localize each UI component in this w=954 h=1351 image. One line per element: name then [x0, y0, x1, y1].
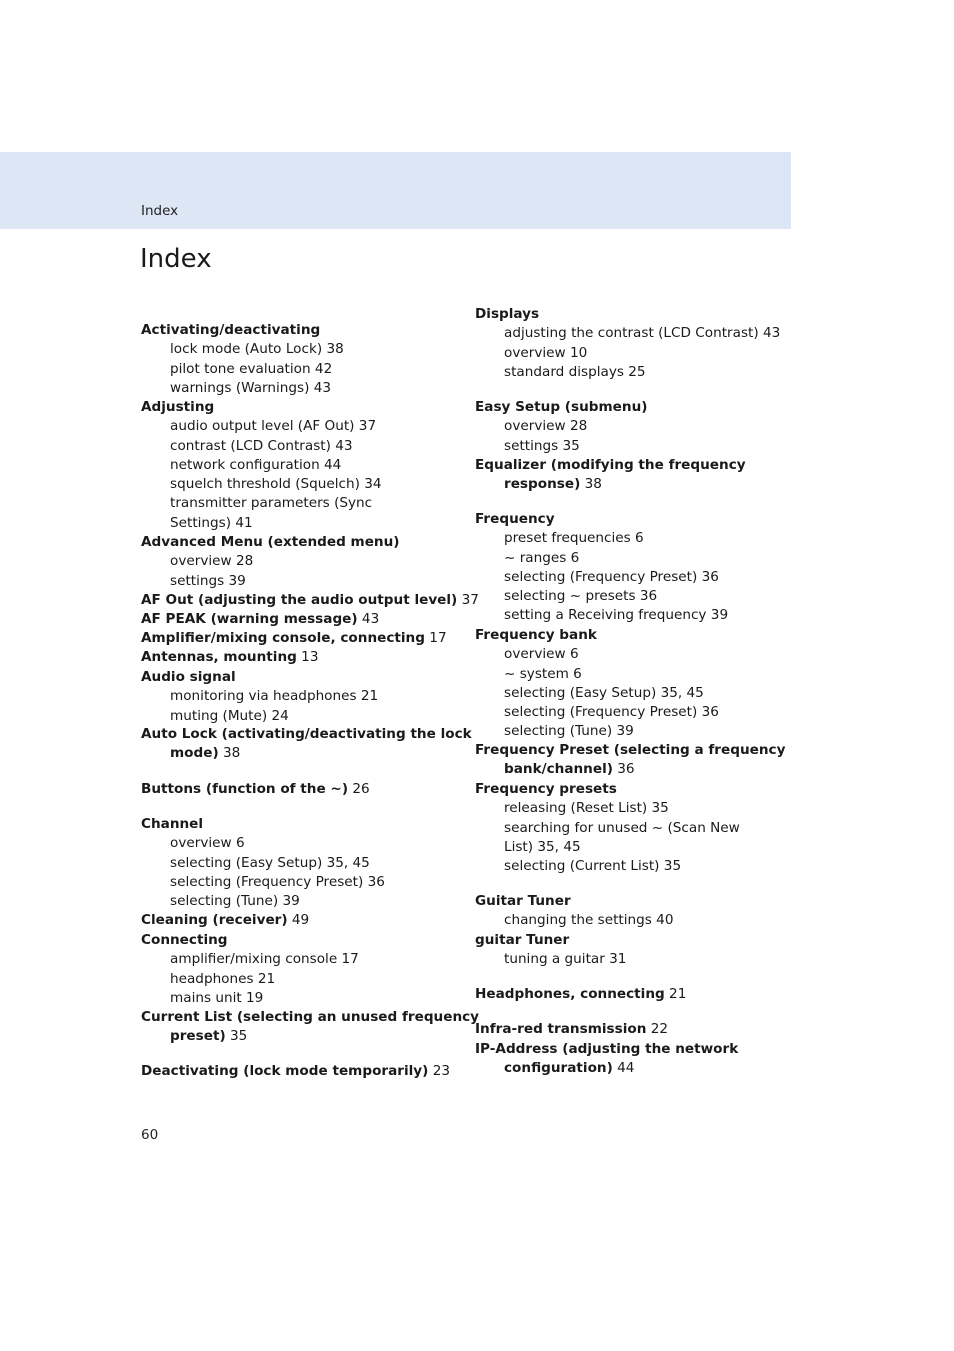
index-subentry: adjusting the contrast (LCD Contrast) 43	[504, 325, 781, 342]
index-term: Buttons (function of the ~)	[141, 781, 349, 797]
index-entry	[141, 911, 309, 930]
index-subentry: headphones 21	[170, 970, 276, 987]
index-entry	[141, 668, 378, 726]
index-term: Equalizer (modifying the frequency	[475, 457, 746, 473]
index-subentry: settings 35	[504, 437, 580, 454]
index-term: AF PEAK (warning message)	[141, 611, 358, 627]
index-subentry: selecting (Easy Setup) 35, 45	[170, 854, 370, 871]
index-subentry: ~ system 6	[504, 665, 582, 682]
index-subentry: overview 28	[170, 553, 254, 570]
index-term: guitar Tuner	[475, 932, 570, 948]
index-page-ref: 22	[646, 1021, 669, 1037]
index-entry	[141, 398, 382, 533]
index-page-ref: 35	[225, 1028, 248, 1045]
index-subentry: ~ ranges 6	[504, 549, 580, 566]
index-entry	[475, 510, 728, 626]
index-term: Displays	[475, 306, 540, 322]
index-entry	[141, 815, 385, 911]
index-term: Connecting	[141, 932, 228, 948]
index-entry	[475, 741, 785, 780]
index-subentry: selecting (Tune) 39	[170, 893, 300, 910]
index-entry	[475, 1040, 738, 1079]
index-term-continued: mode)	[170, 745, 219, 762]
index-subentry: muting (Mute) 24	[170, 707, 289, 724]
index-page-ref: 17	[424, 630, 447, 646]
index-term: Adjusting	[141, 399, 215, 415]
index-subentry: releasing (Reset List) 35	[504, 800, 669, 817]
index-subentry: lock mode (Auto Lock) 38	[170, 341, 344, 358]
index-entry	[141, 533, 400, 591]
index-entry	[475, 780, 740, 876]
index-term: Frequency presets	[475, 781, 617, 797]
index-term-continued: configuration)	[504, 1060, 613, 1077]
index-entry	[475, 985, 686, 1004]
index-entry	[475, 626, 719, 742]
index-page-ref: 21	[664, 986, 687, 1002]
index-subentry: setting a Receiving frequency 39	[504, 607, 729, 624]
index-term: Cleaning (receiver)	[141, 912, 288, 928]
index-term-continued: preset)	[170, 1028, 226, 1045]
index-subentry: warnings (Warnings) 43	[170, 379, 332, 396]
index-page-ref: 44	[612, 1060, 635, 1077]
index-entry	[475, 398, 647, 456]
index-subentry: network configuration 44	[170, 456, 342, 473]
index-subentry: mains unit 19	[170, 989, 264, 1006]
index-entry	[475, 1020, 668, 1039]
index-entry	[141, 1062, 450, 1081]
index-subentry: tuning a guitar 31	[504, 951, 627, 968]
index-entry	[141, 591, 479, 610]
index-term: Advanced Menu (extended menu)	[141, 534, 400, 550]
index-subentry: selecting (Frequency Preset) 36	[504, 704, 719, 721]
index-page-ref: 43	[357, 611, 380, 627]
index-term: Frequency bank	[475, 627, 597, 643]
index-term-continued: bank/channel)	[504, 761, 613, 778]
index-entry	[141, 1008, 479, 1047]
index-term: Deactivating (lock mode temporarily)	[141, 1063, 429, 1079]
index-subentry: searching for unused ~ (Scan New	[504, 819, 740, 836]
index-entry	[141, 629, 447, 648]
index-page-ref: 38	[218, 745, 241, 762]
index-page-ref: 49	[287, 912, 310, 928]
index-subentry: changing the settings 40	[504, 912, 674, 929]
index-subentry: contrast (LCD Contrast) 43	[170, 437, 353, 454]
index-entry	[141, 321, 344, 398]
index-subentry: selecting (Tune) 39	[504, 723, 634, 740]
index-entry	[475, 931, 626, 970]
index-subentry: selecting (Frequency Preset) 36	[504, 568, 719, 585]
index-subentry: overview 10	[504, 344, 588, 361]
index-entry	[475, 305, 780, 382]
index-term-continued: response)	[504, 476, 581, 493]
index-subentry: selecting (Current List) 35	[504, 858, 682, 875]
index-term: IP-Address (adjusting the network	[475, 1041, 739, 1057]
header-band	[0, 152, 791, 229]
index-term: Activating/deactivating	[141, 322, 321, 338]
index-subentry: amplifier/mixing console 17	[170, 951, 359, 968]
index-subentry: overview 6	[170, 835, 245, 852]
index-term: Amplifier/mixing console, connecting	[141, 630, 425, 646]
index-term: Easy Setup (submenu)	[475, 399, 648, 415]
page-title: Index	[140, 244, 212, 274]
index-subentry: pilot tone evaluation 42	[170, 360, 333, 377]
index-term: Current List (selecting an unused frequency	[141, 1009, 480, 1025]
index-entry	[141, 648, 318, 667]
index-subentry: standard displays 25	[504, 363, 646, 380]
index-subentry: settings 39	[170, 572, 246, 589]
index-term: Infra-red transmission	[475, 1021, 647, 1037]
index-entry	[141, 725, 472, 764]
index-subentry: selecting ~ presets 36	[504, 588, 658, 605]
index-term: Channel	[141, 816, 204, 832]
index-page-ref: 26	[348, 781, 370, 797]
index-entry	[475, 892, 673, 931]
index-entry	[141, 931, 359, 1008]
index-subentry: selecting (Frequency Preset) 36	[170, 873, 385, 890]
index-term: AF Out (adjusting the audio output level)	[141, 592, 458, 608]
index-term: Antennas, mounting	[141, 649, 297, 665]
index-subentry: List) 35, 45	[504, 838, 581, 855]
index-term: Audio signal	[141, 669, 236, 685]
index-page-ref: 13	[296, 649, 319, 665]
index-entry	[141, 780, 370, 799]
index-page-ref: 38	[580, 476, 602, 493]
index-subentry: transmitter parameters (Sync	[170, 495, 373, 512]
index-term: Guitar Tuner	[475, 893, 571, 909]
page-number: 60	[141, 1127, 159, 1143]
index-page-ref: 37	[457, 592, 479, 608]
index-subentry: selecting (Easy Setup) 35, 45	[504, 684, 704, 701]
index-subentry: squelch threshold (Squelch) 34	[170, 476, 382, 493]
index-term: Frequency Preset (selecting a frequency	[475, 742, 786, 758]
index-subentry: overview 28	[504, 418, 588, 435]
index-term: Frequency	[475, 511, 555, 527]
index-page-ref: 23	[428, 1063, 451, 1079]
index-subentry: preset frequencies 6	[504, 530, 644, 547]
index-page-ref: 36	[612, 761, 635, 778]
index-term: Auto Lock (activating/deactivating the lock	[141, 726, 472, 742]
index-subentry: monitoring via headphones 21	[170, 688, 379, 705]
index-subentry: overview 6	[504, 646, 579, 663]
index-subentry: audio output level (AF Out) 37	[170, 418, 377, 435]
index-entry	[141, 610, 379, 629]
running-head: Index	[141, 203, 179, 219]
index-entry	[475, 456, 746, 495]
index-subentry: Settings) 41	[170, 514, 253, 531]
index-term: Headphones, connecting	[475, 986, 665, 1002]
